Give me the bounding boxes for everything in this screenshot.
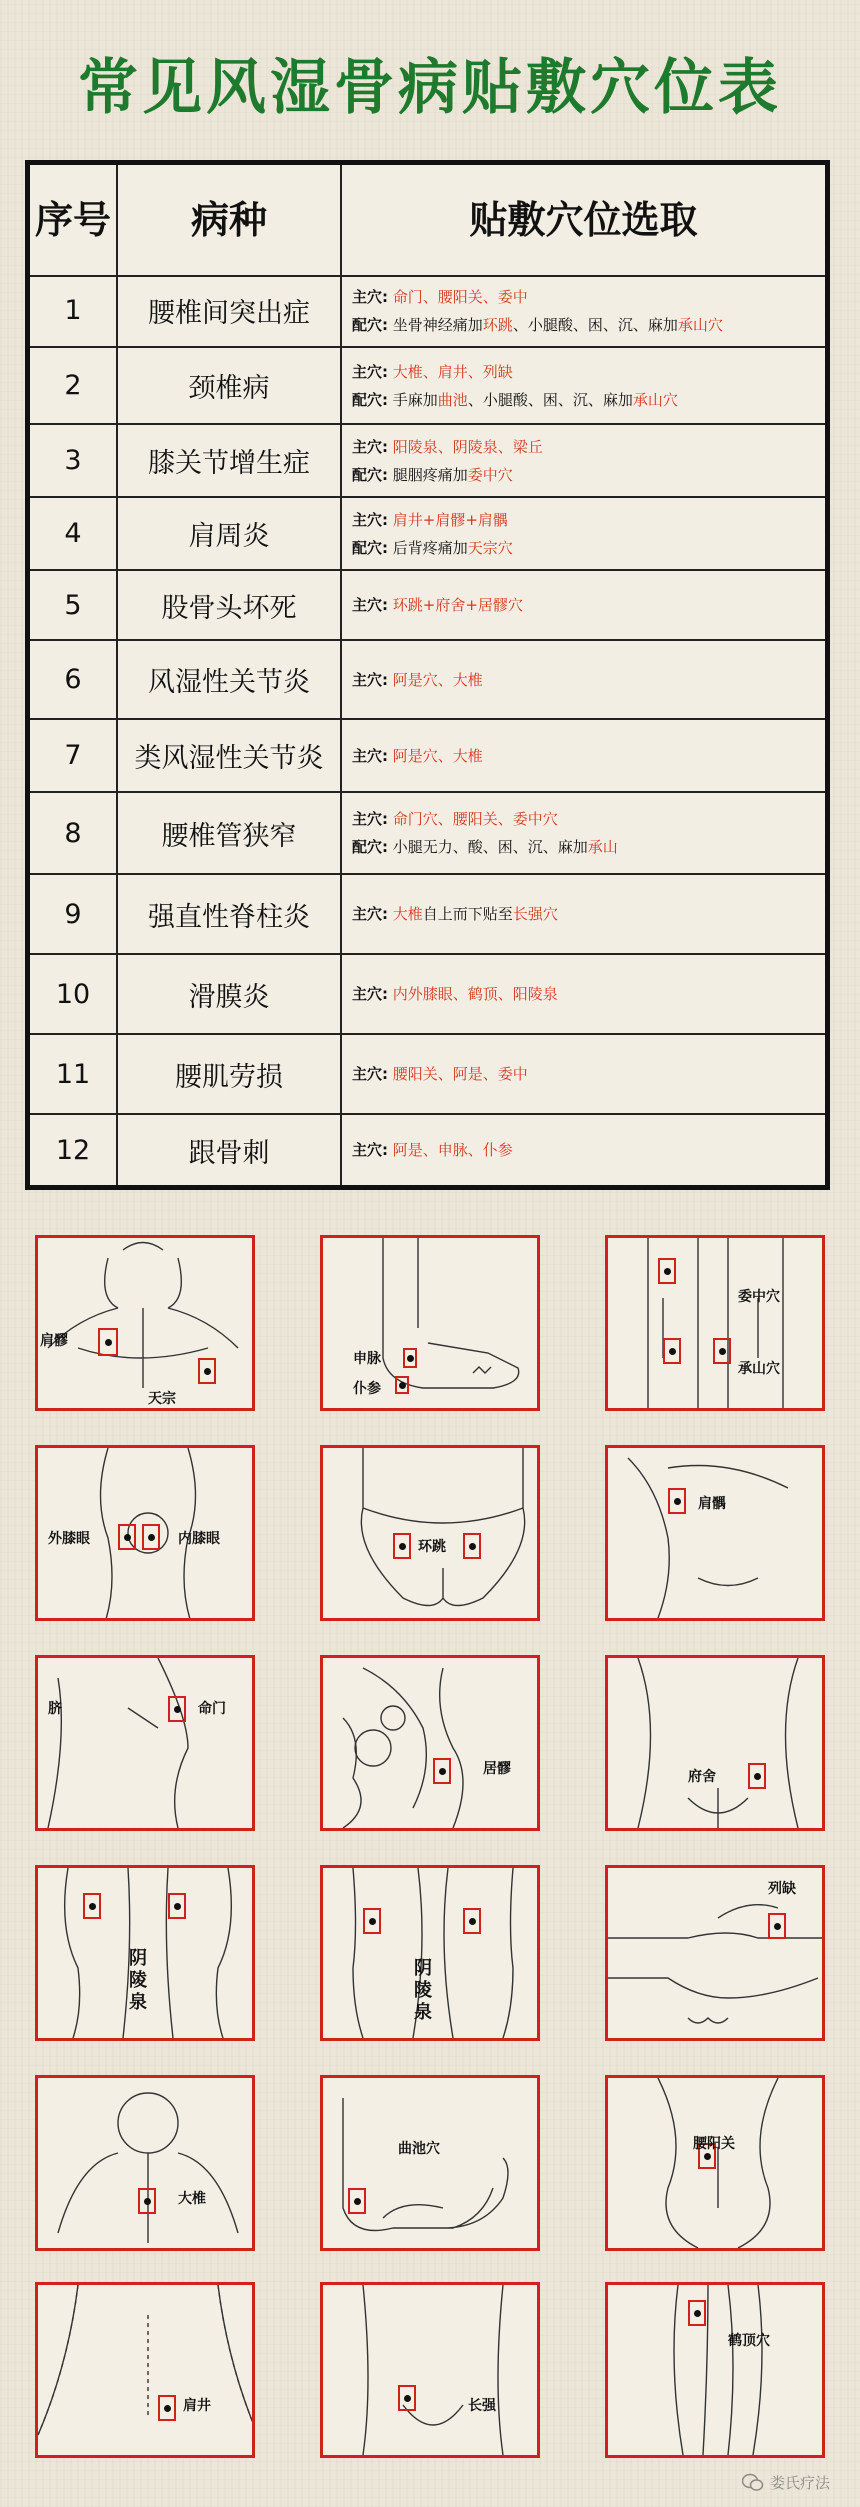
body-sketch [38, 2078, 252, 2248]
body-sketch [323, 1448, 537, 1618]
acupoint-marker [118, 1524, 136, 1550]
main-points: 主穴: 大椎、肩井、列缺 [352, 362, 513, 381]
acupoint-label: 腰阳关 [693, 2136, 735, 2152]
row-number: 11 [55, 1058, 91, 1090]
body-sketch [38, 1238, 252, 1408]
main-points: 主穴: 肩井+肩髎+肩髃 [352, 510, 508, 529]
row-number: 12 [55, 1134, 91, 1166]
acupoint-label: 承山穴 [738, 1361, 780, 1377]
row-number: 7 [64, 740, 82, 771]
row-acupoints [352, 793, 819, 873]
body-sketch [38, 2285, 252, 2455]
acupoint-label: 阴陵泉 [129, 1948, 147, 2013]
acupoint-marker [168, 1893, 186, 1919]
aux-points: 配穴: 坐骨神经痛加环跳、小腿酸、困、沉、麻加承山穴 [352, 315, 723, 334]
acupoint-diagram [605, 2075, 825, 2251]
main-points: 主穴: 阿是、申脉、仆参 [352, 1141, 513, 1159]
body-sketch [608, 2285, 822, 2455]
acupoint-marker [398, 2385, 416, 2411]
acupoint-diagram [320, 2075, 540, 2251]
acupoint-diagram [320, 1445, 540, 1621]
acupoint-diagram [320, 1235, 540, 1411]
row-disease: 腰肌劳损 [175, 1061, 283, 1093]
body-sketch [323, 2078, 537, 2248]
table-row [30, 641, 825, 720]
table-row [30, 720, 825, 793]
acupoint-diagram [605, 1655, 825, 1831]
acupoint-marker [142, 1524, 160, 1550]
acupoint-marker [198, 1358, 216, 1384]
acupoint-label: 大椎 [178, 2191, 206, 2207]
row-disease: 颈椎病 [188, 373, 270, 404]
body-sketch [323, 2285, 537, 2455]
row-acupoints [352, 875, 819, 953]
acupoint-label: 仆参 [353, 1381, 381, 1397]
row-number: 9 [64, 898, 82, 930]
row-acupoints [352, 498, 819, 569]
body-sketch [608, 1448, 822, 1618]
row-disease: 股骨头坏死 [161, 592, 297, 624]
table-row [30, 955, 825, 1035]
acupoint-marker [395, 1376, 409, 1394]
row-acupoints [352, 641, 819, 718]
header-acupoints: 贴敷穴位选取 [469, 197, 698, 242]
acupoint-label: 鹤顶穴 [728, 2333, 770, 2349]
acupoint-label: 府舍 [688, 1769, 716, 1785]
watermark [742, 2472, 830, 2493]
acupoint-label: 委中穴 [738, 1289, 780, 1305]
acupoint-marker [403, 1348, 417, 1368]
acupoint-table [25, 160, 830, 1190]
acupoint-label: 天宗 [148, 1391, 176, 1407]
row-disease: 腰椎间突出症 [148, 298, 310, 329]
body-sketch [323, 1658, 537, 1828]
acupoint-label: 阴陵泉 [414, 1958, 432, 2023]
row-disease: 肩周炎 [188, 521, 270, 552]
acupoint-marker [83, 1893, 101, 1919]
acupoint-diagram [35, 2075, 255, 2251]
acupoint-diagram [35, 1235, 255, 1411]
row-disease: 膝关节增生症 [148, 448, 310, 479]
main-points: 主穴: 环跳+府舍+居髎穴 [352, 596, 523, 614]
acupoint-marker [748, 1763, 766, 1789]
header-number: 序号 [34, 197, 111, 242]
acupoint-label: 外膝眼 [48, 1531, 90, 1547]
acupoint-label: 脐 [48, 1701, 62, 1717]
aux-points: 配穴: 小腿无力、酸、困、沉、麻加承山 [352, 838, 618, 856]
row-disease: 强直性脊柱炎 [148, 901, 310, 933]
acupoint-marker [688, 2300, 706, 2326]
acupoint-label: 命门 [198, 1701, 226, 1717]
page-title: 常见风湿骨病贴敷穴位表 [78, 53, 782, 123]
row-number: 1 [64, 295, 82, 326]
wechat-icon [742, 2473, 764, 2493]
acupoint-diagram [320, 1655, 540, 1831]
main-points: 主穴: 内外膝眼、鹤顶、阳陵泉 [352, 985, 558, 1003]
acupoint-marker [348, 2188, 366, 2214]
acupoint-marker [433, 1758, 451, 1784]
acupoint-label: 肩髎 [40, 1333, 68, 1349]
acupoint-marker [663, 1338, 681, 1364]
acupoint-marker [713, 1338, 731, 1364]
row-disease: 跟骨刺 [188, 1137, 270, 1169]
row-acupoints [352, 425, 819, 496]
acupoint-marker [393, 1533, 411, 1559]
row-disease: 风湿性关节炎 [148, 667, 310, 698]
main-points: 主穴: 阿是穴、大椎 [352, 670, 483, 689]
table-row [30, 498, 825, 571]
main-points: 主穴: 阳陵泉、阴陵泉、梁丘 [352, 437, 543, 456]
row-number: 6 [64, 664, 82, 695]
main-points: 主穴: 大椎自上而下贴至长强穴 [352, 905, 558, 923]
acupoint-diagram [605, 2282, 825, 2458]
main-points: 主穴: 命门、腰阳关、委中 [352, 287, 528, 306]
acupoint-marker [138, 2188, 156, 2214]
body-sketch [38, 1658, 252, 1828]
acupoint-label: 肩井 [183, 2398, 211, 2414]
body-sketch [608, 1658, 822, 1828]
table-row [30, 793, 825, 875]
row-acupoints [352, 275, 819, 346]
row-acupoints [352, 1115, 819, 1185]
row-acupoints [352, 571, 819, 639]
row-disease: 滑膜炎 [188, 981, 270, 1013]
row-number: 10 [55, 978, 91, 1010]
acupoint-diagram [35, 1655, 255, 1831]
acupoint-marker [768, 1913, 786, 1939]
acupoint-marker [363, 1908, 381, 1934]
row-number: 8 [64, 817, 82, 849]
table-row [30, 275, 825, 348]
acupoint-diagram [605, 1865, 825, 2041]
acupoint-diagram [320, 1865, 540, 2041]
acupoint-label: 列缺 [768, 1881, 796, 1897]
table-header [30, 165, 825, 277]
table-row [30, 571, 825, 641]
acupoint-marker [463, 1908, 481, 1934]
row-number: 5 [64, 589, 82, 621]
table-row [30, 875, 825, 955]
row-disease: 类风湿性关节炎 [134, 743, 324, 774]
aux-points: 配穴: 手麻加曲池、小腿酸、困、沉、麻加承山穴 [352, 390, 678, 409]
main-points: 主穴: 阿是穴、大椎 [352, 746, 483, 765]
row-disease: 腰椎管狭窄 [161, 820, 297, 852]
acupoint-marker [98, 1328, 118, 1356]
acupoint-marker [463, 1533, 481, 1559]
acupoint-diagram [35, 1865, 255, 2041]
watermark-text: 娄氏疗法 [769, 2474, 830, 2492]
table-row [30, 348, 825, 425]
main-points: 主穴: 命门穴、腰阳关、委中穴 [352, 810, 558, 828]
acupoint-diagram [35, 1445, 255, 1621]
acupoint-label: 申脉 [353, 1351, 381, 1367]
acupoint-marker [658, 1258, 676, 1284]
header-disease: 病种 [190, 197, 267, 242]
table-row [30, 1035, 825, 1115]
acupoint-diagram [605, 1445, 825, 1621]
acupoint-marker [158, 2395, 176, 2421]
acupoint-diagram [35, 2282, 255, 2458]
acupoint-diagram [320, 2282, 540, 2458]
acupoint-label: 环跳 [418, 1539, 446, 1555]
acupoint-label: 肩髃 [698, 1496, 726, 1512]
acupoint-label: 内膝眼 [178, 1531, 220, 1547]
acupoint-label: 曲池穴 [398, 2141, 440, 2157]
aux-points: 配穴: 腿胭疼痛加委中穴 [352, 465, 513, 484]
main-points: 主穴: 腰阳关、阿是、委中 [352, 1065, 528, 1083]
table-row [30, 425, 825, 498]
acupoint-label: 居髎 [483, 1761, 511, 1777]
row-number: 2 [64, 370, 82, 401]
acupoint-marker [668, 1488, 686, 1514]
row-number: 3 [64, 445, 82, 476]
body-sketch [608, 1238, 822, 1408]
aux-points: 配穴: 后背疼痛加天宗穴 [352, 538, 513, 557]
acupoint-marker [168, 1696, 186, 1722]
row-acupoints [352, 348, 819, 423]
row-acupoints [352, 1035, 819, 1113]
table-row [30, 1115, 825, 1185]
acupoint-diagram [605, 1235, 825, 1411]
row-acupoints [352, 720, 819, 791]
row-number: 4 [64, 518, 82, 549]
acupoint-label: 长强 [468, 2398, 496, 2414]
row-acupoints [352, 955, 819, 1033]
